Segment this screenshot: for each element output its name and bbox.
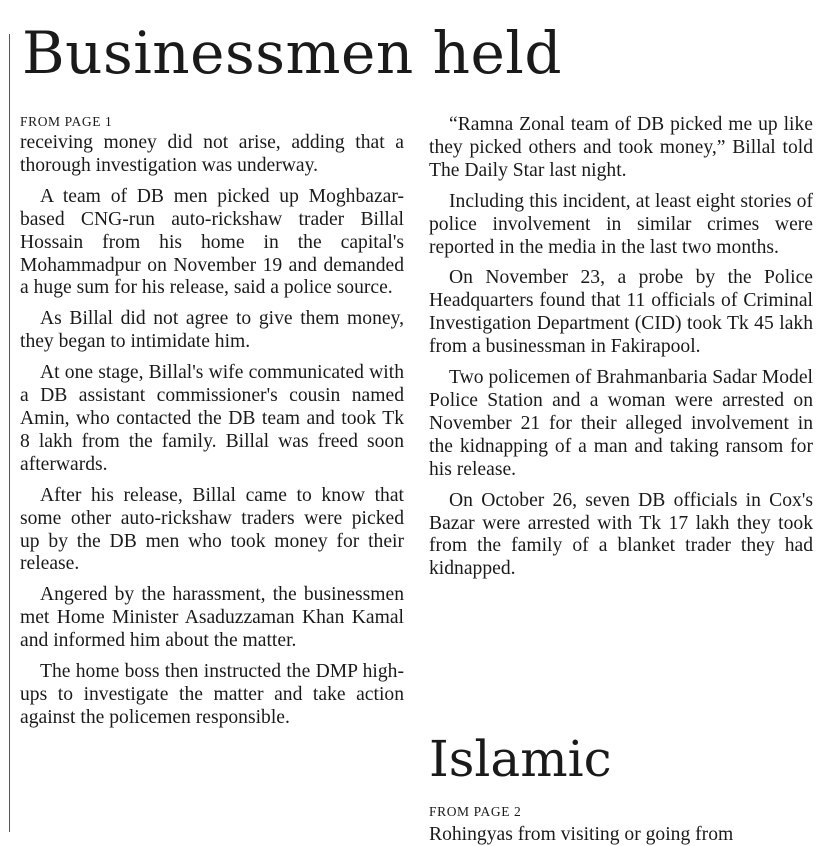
headline-islamic: Islamic: [429, 730, 612, 788]
article-paragraph: The home boss then instructed the DMP high-ups to investigate the matter and take action against the policemen responsible.: [20, 661, 404, 728]
column-rule: [9, 34, 10, 832]
article-paragraph: Two policemen of Brahmanbaria Sadar Model Police Station and a woman were arrested on November 21 for their alleged involvement in the kidnapping of a man and taking ransom for his release.: [429, 367, 813, 480]
article-paragraph: On October 26, seven DB officials in Cox's Bazar were arrested with Tk 17 lakh they took from the family of a blanket trader they had kidnapped.: [429, 489, 813, 580]
article-paragraph: “Ramna Zonal team of DB picked me up like they picked others and took money,” Billal told The Daily Star last night.: [429, 114, 813, 181]
article-column-left: [20, 112, 404, 738]
article-paragraph: At one stage, Billal's wife communicated with a DB assistant commissioner's cousin named Amin, who contacted the DB team and took Tk 8 lakh from the family. Billal was freed soon afterwards.: [20, 362, 404, 475]
article-column-right: [429, 114, 813, 589]
article-paragraph: A team of DB men picked up Moghbazar-based CNG-run auto-rickshaw trader Billal Hossain from his home in the capital's Mohammadpur on November 19 and demanded a huge sum for his release, said a police source.: [20, 185, 404, 299]
article-paragraph: On November 23, a probe by the Police Headquarters found that 11 officials of Criminal Investigation Department (CID) took Tk 45 lakh from a businessman in Fakirapool.: [429, 267, 813, 358]
headline-businessmen-held: Businessmen held: [22, 19, 562, 87]
article-paragraph: receiving money did not arise, adding that a thorough investigation was underway.: [20, 132, 404, 176]
continued-from-label: FROM PAGE 1: [20, 114, 113, 129]
article-paragraph: As Billal did not agree to give them money, they began to intimidate him.: [20, 308, 404, 353]
article2-first-line: Rohingyas from visiting or going from: [429, 824, 734, 845]
article-paragraph: Angered by the harassment, the businessmen met Home Minister Asaduzzaman Khan Kamal and informed him about the matter.: [20, 584, 404, 652]
continued-from-label-2: FROM PAGE 2: [429, 804, 522, 819]
article-paragraph: Including this incident, at least eight stories of police involvement in similar crimes were reported in the media in the last two months.: [429, 190, 813, 258]
article-paragraph: After his release, Billal came to know that some other auto-rickshaw traders were picked up by the DB men who took money for their release.: [20, 484, 404, 575]
